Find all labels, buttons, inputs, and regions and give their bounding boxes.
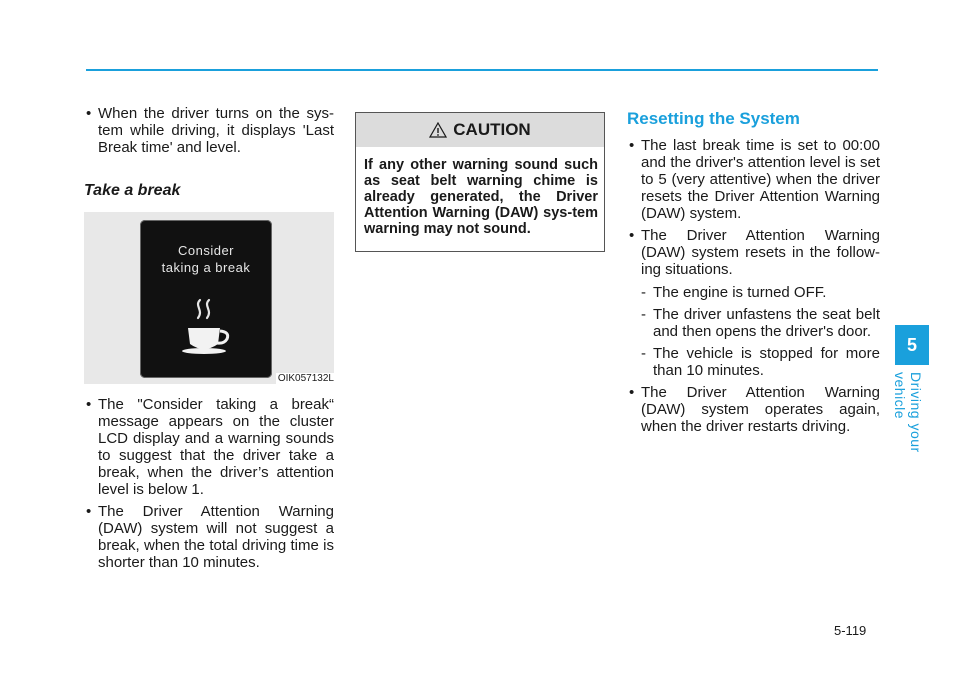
subheading-take-a-break: Take a break <box>84 182 181 199</box>
caution-header <box>356 113 604 147</box>
bullet-list-intro <box>84 105 334 156</box>
reset-conditions-list <box>637 284 880 379</box>
left-column <box>84 105 334 576</box>
chapter-tab: 5 <box>895 325 929 365</box>
sub-list-item: - The engine is turned OFF. <box>637 284 880 301</box>
caution-box <box>355 112 605 252</box>
list-item: • When the driver turns on the sys-tem while driving, it displays 'Last Break time' and level. <box>84 105 334 156</box>
lcd-message-line-2: taking a break <box>161 260 251 275</box>
list-item: • The Driver Attention Warning (DAW) system operates again, when the driver restarts driving. <box>627 384 880 435</box>
top-divider <box>86 69 878 71</box>
lcd-screen <box>140 220 272 378</box>
sub-list-item: - The driver unfastens the seat belt and then opens the driver's door. <box>637 306 880 340</box>
lcd-message <box>140 242 272 276</box>
list-item-text: The Driver Attention Warning (DAW) system resets in the follow-ing situations. <box>641 227 880 278</box>
cluster-display-figure <box>84 212 334 384</box>
right-column <box>627 105 880 440</box>
caution-title: CAUTION <box>453 120 531 139</box>
page-number: 5-119 <box>834 623 867 638</box>
list-item: • The Driver Attention Warning (DAW) system will not suggest a break, when the total driving time is shorter than 10 minutes. <box>84 503 334 571</box>
list-item <box>627 227 880 379</box>
caution-text: If any other warning sound such as seat belt warning chime is already generated, the Driver Attention Warning (DAW) sys-tem warning may not sound. <box>364 157 598 237</box>
list-item: • The last break time is set to 00:00 and the driver's attention level is set to 5 (very attentive) when the driver resets the Driver Attention Warning (DAW) system. <box>627 137 880 222</box>
list-item: • The "Consider taking a break“ message appears on the cluster LCD display and a warning sounds to suggest that the driver take a break, when the driver’s attention level is below 1. <box>84 396 334 498</box>
sub-list-item: - The vehicle is stopped for more than 10 minutes. <box>637 345 880 379</box>
section-title: Resetting the System <box>627 109 800 128</box>
chapter-label: Driving your vehicle <box>892 372 924 453</box>
middle-column <box>355 112 605 252</box>
bullet-list-reset <box>627 137 880 435</box>
figure-code: OIK057132L <box>277 373 334 384</box>
lcd-message-line-1: Consider <box>177 243 235 258</box>
warning-triangle-icon <box>429 122 447 138</box>
bullet-list-break <box>84 396 334 571</box>
coffee-cup-icon <box>180 298 234 360</box>
